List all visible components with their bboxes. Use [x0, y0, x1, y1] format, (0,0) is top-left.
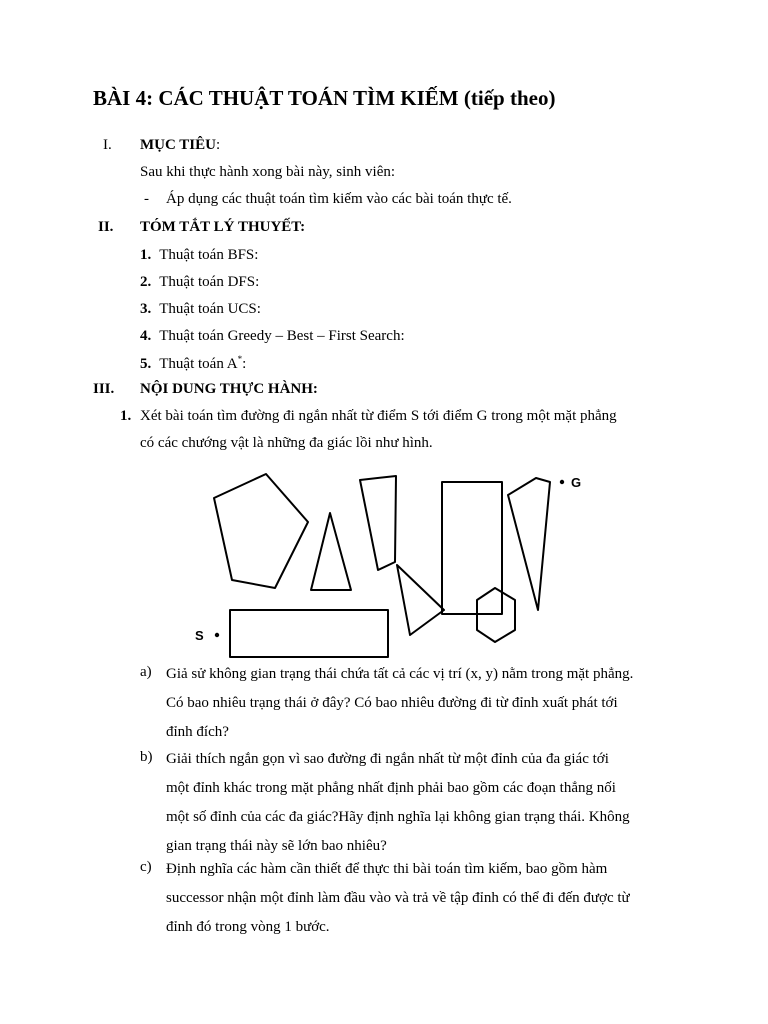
quadrilateral-obstacle	[360, 476, 396, 570]
section-3-title: NỘI DUNG THỰC HÀNH:	[140, 381, 318, 397]
theory-item-text: Thuật toán BFS:	[159, 247, 259, 263]
theory-item-number: 1.	[140, 247, 152, 263]
section-3-number: III.	[93, 381, 115, 397]
theory-item-text-colon: :	[242, 356, 247, 372]
section-1-colon: :	[215, 137, 221, 153]
thin-quad-obstacle	[508, 478, 550, 610]
question-a-line: Giả sử không gian trạng thái chứa tất cả các vị trí (x, y) nằm trong mặt phẳng.	[166, 666, 634, 682]
question-b	[166, 745, 676, 861]
page-title: BÀI 4: CÁC THUẬT TOÁN TÌM KIẾM (tiếp theo)	[93, 86, 556, 110]
theory-item-number: 3.	[140, 301, 152, 317]
theory-item	[140, 327, 405, 345]
section-1-bullet: Áp dụng các thuật toán tìm kiếm vào các bài toán thực tế.	[166, 191, 512, 207]
theory-item	[140, 300, 261, 318]
question-c-line: Định nghĩa các hàm cần thiết để thực thi bài toán tìm kiếm, bao gồm hàm	[166, 861, 608, 877]
question-b-line: gian trạng thái này sẽ lớn bao nhiêu?	[166, 838, 387, 854]
small-triangle-obstacle	[397, 565, 444, 635]
point-g-label: G	[571, 475, 582, 490]
question-c-line: đỉnh đó trong vòng 1 bước.	[166, 919, 330, 935]
theory-item-text: Thuật toán Greedy – Best – First Search:	[159, 328, 405, 344]
exercise-1-number: 1.	[120, 408, 132, 424]
theory-item	[140, 246, 258, 264]
question-b-marker: b)	[140, 749, 153, 765]
theory-item-number: 5.	[140, 356, 152, 372]
point-g-dot	[560, 480, 564, 484]
question-a-line: đỉnh đích?	[166, 724, 229, 740]
pentagon-obstacle	[214, 474, 308, 588]
question-c-marker: c)	[140, 859, 152, 875]
question-c	[166, 855, 676, 942]
theory-item	[140, 273, 259, 291]
point-s-dot	[215, 633, 219, 637]
obstacle-figure	[190, 460, 600, 670]
triangle-obstacle	[311, 513, 351, 590]
question-b-line: một đỉnh khác trong mặt phẳng nhất định phải bao gồm các đoạn thẳng nối	[166, 780, 616, 796]
question-a	[166, 660, 676, 747]
theory-item-text-main: Thuật toán A	[159, 356, 238, 372]
theory-item-text: Thuật toán UCS:	[159, 301, 261, 317]
section-1-title: MỤC TIÊU	[140, 137, 216, 153]
theory-item-number: 4.	[140, 328, 152, 344]
exercise-1-line-1: Xét bài toán tìm đường đi ngắn nhất từ điểm S tới điểm G trong một mặt phẳng	[140, 408, 617, 424]
section-1-bullet-marker: -	[144, 191, 149, 207]
theory-item-text	[159, 356, 246, 372]
point-s-label: S	[195, 628, 204, 643]
section-1-intro: Sau khi thực hành xong bài này, sinh viên:	[140, 164, 396, 180]
question-b-line: một số đỉnh của các đa giác?Hãy định nghĩa lại không gian trạng thái. Không	[166, 809, 630, 825]
section-2-number: II.	[98, 219, 114, 235]
theory-item	[140, 354, 246, 373]
question-b-line: Giải thích ngắn gọn vì sao đường đi ngắn nhất từ một đỉnh của đa giác tới	[166, 751, 609, 767]
theory-item-text: Thuật toán DFS:	[159, 274, 260, 290]
exercise-1-line-2: có các chướng vật là những đa giác lồi như hình.	[140, 435, 433, 451]
section-1-heading	[140, 137, 220, 154]
question-a-line: Có bao nhiêu trạng thái ở đây? Có bao nhiêu đường đi từ đỉnh xuất phát tới	[166, 695, 618, 711]
section-2-title: TÓM TẮT LÝ THUYẾT:	[140, 219, 306, 235]
theory-item-number: 2.	[140, 274, 152, 290]
question-c-line: successor nhận một đỉnh làm đầu vào và trả về tập đỉnh có thể đi đến được từ	[166, 890, 630, 906]
question-a-marker: a)	[140, 664, 152, 680]
section-1-number: I.	[103, 137, 112, 153]
tall-rectangle-obstacle	[442, 482, 502, 614]
superscript-star: *	[237, 354, 243, 364]
wide-rectangle-obstacle	[230, 610, 388, 657]
